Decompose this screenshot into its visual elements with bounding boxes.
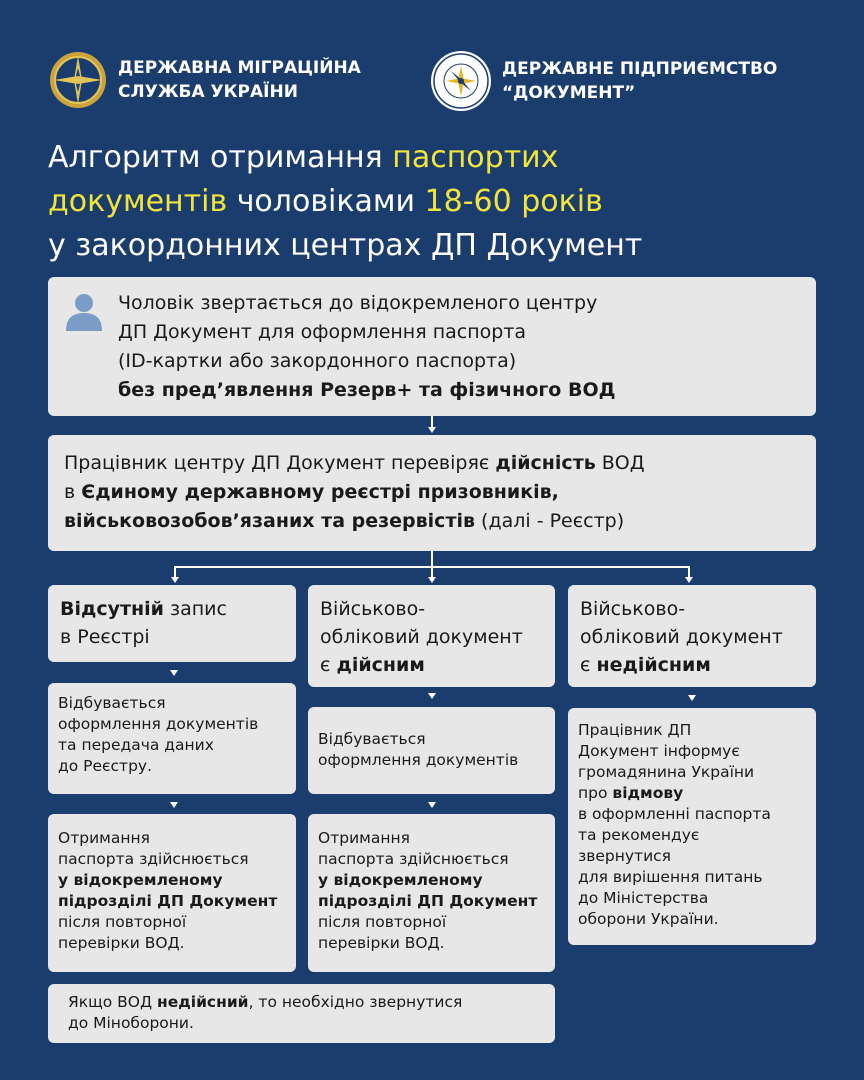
col1-head-box — [48, 585, 296, 662]
col3-body-line: до Міністерства — [578, 889, 709, 907]
col3-head-a: Військово- — [580, 598, 686, 620]
col3-body-line: для вирішення питань — [578, 868, 763, 886]
col3-body-line: оборони України. — [578, 910, 719, 928]
col2-head-bold: дійсним — [336, 654, 425, 676]
title-part3: чоловіками — [227, 184, 425, 219]
col1-body2-line: паспорта здійснюється — [58, 850, 249, 868]
dp-document-seal-icon — [430, 50, 492, 112]
dms-emblem-icon — [48, 50, 108, 110]
org1-line1: ДЕРЖАВНА МІГРАЦІЙНА — [118, 58, 361, 78]
col2-body1-box — [308, 707, 555, 794]
arrow-down-icon — [685, 577, 693, 583]
col2-head-b: обліковий документ — [320, 626, 523, 648]
arrow-down-icon — [428, 427, 436, 433]
col2-body1-line: Відбувається — [318, 730, 426, 748]
col1-body2-line: перевірки ВОД. — [58, 934, 185, 952]
col3-body-box — [568, 708, 816, 945]
step2-c: ВОД — [595, 452, 645, 474]
step1-box — [48, 277, 816, 416]
col1-body1-line: та передача даних — [58, 736, 214, 754]
col1-body2-bold: у відокремленому — [58, 871, 223, 889]
col1-head-b: в Реєстрі — [60, 626, 150, 648]
step2-g: (далі - Реєстр) — [475, 510, 625, 532]
col3-body-line: звернутися — [578, 847, 672, 865]
note-a: Якщо ВОД — [68, 993, 158, 1011]
col3-head-c: є — [580, 654, 597, 676]
col2-body1-line: оформлення документів — [318, 751, 519, 769]
col3-body-line: в оформленні паспорта — [578, 805, 771, 823]
org2-line2: “ДОКУМЕНТ” — [502, 83, 636, 103]
col2-body2-line: паспорта здійснюється — [318, 850, 509, 868]
step2-b: дійсність — [495, 452, 596, 474]
col1-head-bold: Відсутній — [60, 598, 164, 620]
note-c: до Міноборони. — [68, 1014, 194, 1032]
step2-d: в — [64, 481, 82, 503]
col1-body1-box — [48, 683, 296, 794]
step1-line3: (ID-картки або закордонного паспорта) — [118, 350, 517, 372]
col2-body2-line: після повторної — [318, 913, 447, 931]
org2-line1: ДЕРЖАВНЕ ПІДПРИЄМСТВО — [502, 59, 778, 79]
col1-head-a: запис — [163, 598, 227, 620]
arrow-down-icon — [171, 577, 179, 583]
arrow-down-icon — [428, 693, 436, 699]
col3-head-bold: недійсним — [596, 654, 711, 676]
col2-head-c: є — [320, 654, 337, 676]
col1-body1-line: оформлення документів — [58, 715, 259, 733]
col1-body2-bold: підрозділі ДП Документ — [58, 892, 278, 910]
col2-body2-line: перевірки ВОД. — [318, 934, 445, 952]
title-part2: документів — [48, 184, 228, 219]
note-b: , то необхідно звернутися — [248, 993, 463, 1011]
col1-body1-line: Відбувається — [58, 694, 166, 712]
col1-body2-line: Отримання — [58, 829, 150, 847]
col3-head-b: обліковий документ — [580, 626, 783, 648]
col2-head-box — [308, 585, 555, 687]
col2-head-a: Військово- — [320, 598, 426, 620]
title-line3: у закордонних центрах ДП Документ — [48, 228, 643, 263]
col1-body1-line: до Реєстру. — [58, 757, 153, 775]
step2-box — [48, 435, 816, 551]
step2-a: Працівник центру ДП Документ перевіряє — [64, 452, 496, 474]
col2-body2-line: Отримання — [318, 829, 410, 847]
col3-body-pro: про — [578, 784, 613, 802]
col3-body-line: Документ інформує — [578, 742, 740, 760]
col3-body-line: Працівник ДП — [578, 721, 692, 739]
title-highlight1: паспортих — [392, 140, 559, 175]
title-highlight2: 18-60 років — [424, 184, 603, 219]
person-icon — [64, 291, 104, 331]
col1-body2-box — [48, 814, 296, 972]
arrow-down-icon — [170, 670, 178, 676]
col3-body-line: та рекомендує — [578, 826, 700, 844]
arrow-down-icon — [688, 695, 696, 701]
arrow-down-icon — [428, 802, 436, 808]
dms-logo — [48, 50, 361, 110]
note-bold: недійсний — [157, 993, 249, 1011]
col3-head-box — [568, 585, 816, 687]
step2-f: військовозобов’язаних та резервістів — [64, 510, 475, 532]
arrow-down-icon — [428, 577, 436, 583]
col2-body2-box — [308, 814, 555, 972]
col3-body-bold: відмову — [612, 784, 684, 802]
col3-body-line: громадянина України — [578, 763, 755, 781]
note-box — [48, 984, 555, 1043]
col2-body2-bold: підрозділі ДП Документ — [318, 892, 538, 910]
arrow-down-icon — [170, 802, 178, 808]
page-title — [48, 136, 828, 268]
title-part1: Алгоритм отримання — [48, 140, 393, 175]
col2-body2-bold: у відокремленому — [318, 871, 483, 889]
step1-line1: Чоловік звертається до відокремленого центру — [118, 292, 598, 314]
step1-line4: без пред’явлення Резерв+ та фізичного ВОД — [118, 379, 616, 401]
dp-document-logo — [430, 50, 777, 112]
connector-line — [431, 551, 433, 567]
step2-e: Єдиному державному реєстрі призовників, — [81, 481, 559, 503]
step1-line2: ДП Документ для оформлення паспорта — [118, 321, 527, 343]
col1-body2-line: після повторної — [58, 913, 187, 931]
org1-line2: СЛУЖБА УКРАЇНИ — [118, 82, 298, 102]
